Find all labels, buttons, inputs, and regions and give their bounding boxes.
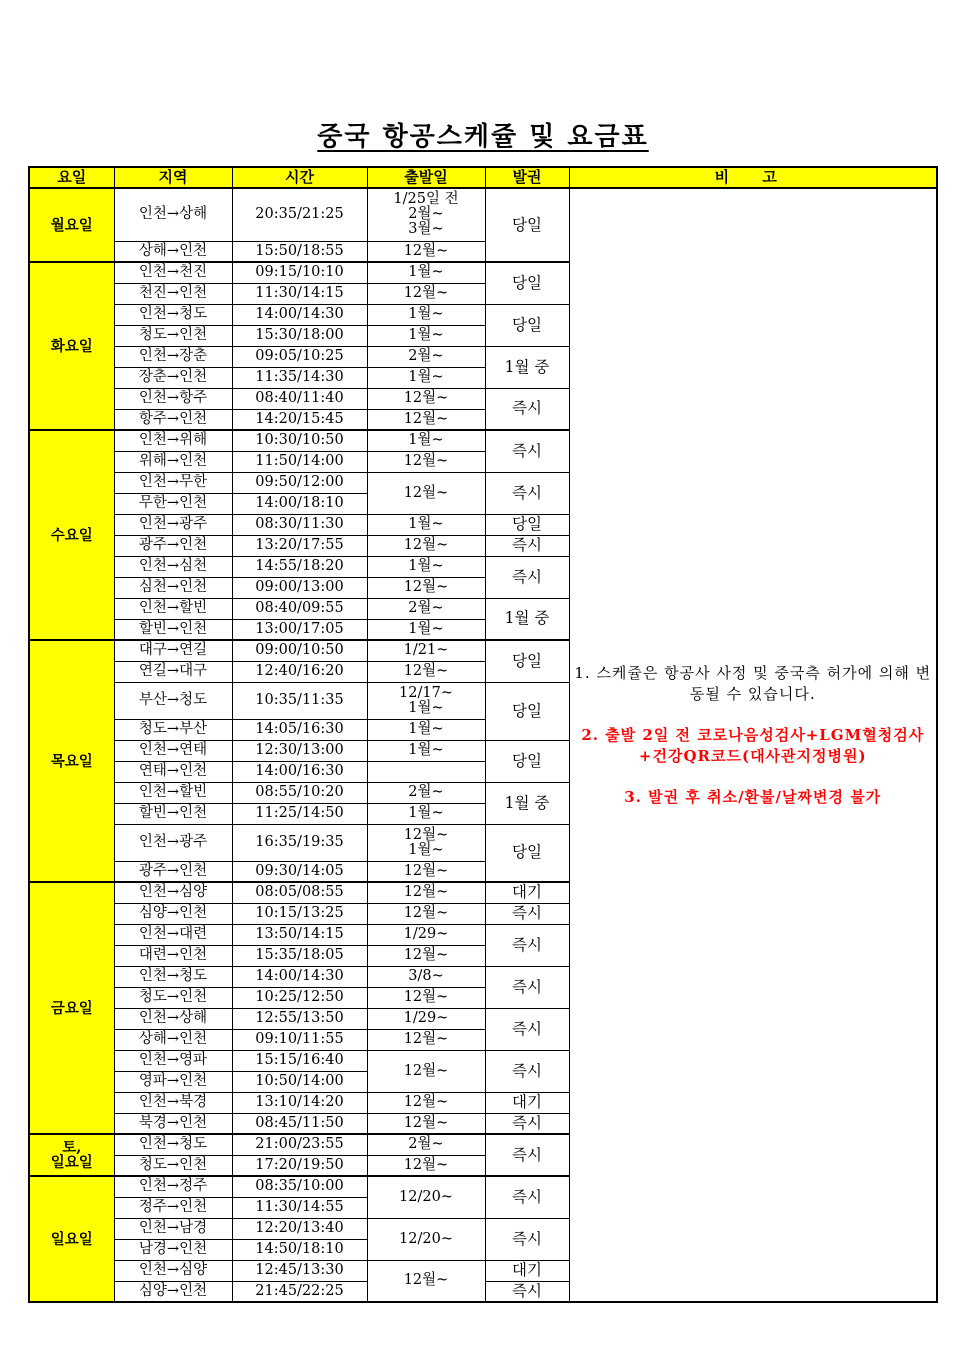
issue-cell: 당일 xyxy=(485,824,569,882)
route-cell: 할빈→인천 xyxy=(114,803,232,824)
route-cell: 상해→인천 xyxy=(114,1029,232,1050)
route-cell: 인천→청도 xyxy=(114,966,232,987)
route-cell: 연태→인천 xyxy=(114,761,232,782)
depart-cell: 12월~ xyxy=(367,241,485,262)
route-cell: 인천→무한 xyxy=(114,472,232,493)
depart-cell: 2월~ xyxy=(367,782,485,803)
issue-cell: 즉시 xyxy=(485,924,569,966)
time-cell: 13:50/14:15 xyxy=(232,924,367,945)
issue-cell: 즉시 xyxy=(485,1134,569,1176)
route-cell: 인천→광주 xyxy=(114,824,232,861)
depart-cell: 12월~ xyxy=(367,1155,485,1176)
header-row xyxy=(29,167,937,188)
header-notes: 비 고 xyxy=(569,167,937,188)
route-cell: 심천→인천 xyxy=(114,577,232,598)
time-cell: 10:15/13:25 xyxy=(232,903,367,924)
route-cell: 인천→청도 xyxy=(114,304,232,325)
depart-cell: 1월~ xyxy=(367,514,485,535)
issue-cell: 당일 xyxy=(485,188,569,262)
depart-cell: 1월~ xyxy=(367,367,485,388)
depart-cell: 12/20~ xyxy=(367,1176,485,1218)
schedule-body xyxy=(29,188,937,1302)
depart-cell: 1/21~ xyxy=(367,640,485,661)
depart-cell: 12월~ xyxy=(367,1050,485,1092)
route-cell: 영파→인천 xyxy=(114,1071,232,1092)
depart-cell: 12월~ xyxy=(367,945,485,966)
time-cell: 10:25/12:50 xyxy=(232,987,367,1008)
issue-cell: 1월 중 xyxy=(485,346,569,388)
issue-cell: 당일 xyxy=(485,740,569,782)
time-cell: 11:30/14:55 xyxy=(232,1197,367,1218)
time-cell: 08:45/11:50 xyxy=(232,1113,367,1134)
time-cell: 08:35/10:00 xyxy=(232,1176,367,1197)
route-cell: 청도→인천 xyxy=(114,987,232,1008)
time-cell: 15:50/18:55 xyxy=(232,241,367,262)
issue-cell: 즉시 xyxy=(485,472,569,514)
header-day: 요일 xyxy=(29,167,114,188)
route-cell: 인천→심양 xyxy=(114,1260,232,1281)
depart-cell: 12월~ xyxy=(367,535,485,556)
time-cell: 21:45/22:25 xyxy=(232,1281,367,1302)
issue-cell: 즉시 xyxy=(485,1218,569,1260)
route-cell: 심양→인천 xyxy=(114,1281,232,1302)
route-cell: 인천→영파 xyxy=(114,1050,232,1071)
time-cell: 14:00/18:10 xyxy=(232,493,367,514)
route-cell: 무한→인천 xyxy=(114,493,232,514)
route-cell: 인천→정주 xyxy=(114,1176,232,1197)
time-cell: 11:25/14:50 xyxy=(232,803,367,824)
page-title: 중국 항공스케쥴 및 요금표 xyxy=(317,122,649,152)
route-cell: 인천→할빈 xyxy=(114,598,232,619)
route-cell: 인천→광주 xyxy=(114,514,232,535)
issue-cell: 당일 xyxy=(485,304,569,346)
issue-cell: 즉시 xyxy=(485,1008,569,1050)
issue-cell: 당일 xyxy=(485,640,569,682)
depart-cell: 12월~ 1월~ xyxy=(367,824,485,861)
depart-cell: 2월~ xyxy=(367,1134,485,1155)
route-cell: 인천→남경 xyxy=(114,1218,232,1239)
issue-cell: 즉시 xyxy=(485,535,569,556)
route-cell: 대련→인천 xyxy=(114,945,232,966)
route-cell: 위해→인천 xyxy=(114,451,232,472)
time-cell: 09:05/10:25 xyxy=(232,346,367,367)
header-depart: 출발일 xyxy=(367,167,485,188)
time-cell: 08:30/11:30 xyxy=(232,514,367,535)
depart-cell: 12월~ xyxy=(367,861,485,882)
time-cell: 08:05/08:55 xyxy=(232,882,367,903)
depart-cell: 12월~ xyxy=(367,409,485,430)
issue-cell: 즉시 xyxy=(485,1176,569,1218)
route-cell: 인천→상해 xyxy=(114,1008,232,1029)
route-cell: 인천→대련 xyxy=(114,924,232,945)
depart-cell: 1/25일 전 2월~ 3월~ xyxy=(367,188,485,241)
time-cell: 21:00/23:55 xyxy=(232,1134,367,1155)
time-cell: 17:20/19:50 xyxy=(232,1155,367,1176)
route-cell: 인천→천진 xyxy=(114,262,232,283)
day-cell: 토, 일요일 xyxy=(29,1134,114,1176)
route-cell: 부산→청도 xyxy=(114,682,232,719)
route-cell: 대구→연길 xyxy=(114,640,232,661)
schedule-row xyxy=(29,188,937,241)
route-cell: 광주→인천 xyxy=(114,861,232,882)
issue-cell: 대기 xyxy=(485,1092,569,1113)
depart-cell: 1월~ xyxy=(367,304,485,325)
route-cell: 인천→위해 xyxy=(114,430,232,451)
time-cell: 14:50/18:10 xyxy=(232,1239,367,1260)
depart-cell: 1월~ xyxy=(367,619,485,640)
time-cell: 12:20/13:40 xyxy=(232,1218,367,1239)
depart-cell: 1월~ xyxy=(367,325,485,346)
depart-cell: 12월~ xyxy=(367,1260,485,1302)
route-cell: 광주→인천 xyxy=(114,535,232,556)
issue-cell: 즉시 xyxy=(485,1050,569,1092)
time-cell: 13:20/17:55 xyxy=(232,535,367,556)
issue-cell: 즉시 xyxy=(485,966,569,1008)
depart-cell: 1월~ xyxy=(367,262,485,283)
issue-cell: 당일 xyxy=(485,262,569,304)
route-cell: 천진→인천 xyxy=(114,283,232,304)
depart-cell: 1월~ xyxy=(367,803,485,824)
depart-cell: 1월~ xyxy=(367,556,485,577)
time-cell: 08:40/09:55 xyxy=(232,598,367,619)
depart-cell xyxy=(367,761,485,782)
depart-cell: 12월~ xyxy=(367,903,485,924)
time-cell: 14:55/18:20 xyxy=(232,556,367,577)
route-cell: 인천→청도 xyxy=(114,1134,232,1155)
time-cell: 11:50/14:00 xyxy=(232,451,367,472)
route-cell: 남경→인천 xyxy=(114,1239,232,1260)
issue-cell: 즉시 xyxy=(485,388,569,430)
depart-cell: 12월~ xyxy=(367,1092,485,1113)
depart-cell: 12/17~ 1월~ xyxy=(367,682,485,719)
issue-cell: 즉시 xyxy=(485,1113,569,1134)
time-cell: 09:15/10:10 xyxy=(232,262,367,283)
time-cell: 09:30/14:05 xyxy=(232,861,367,882)
depart-cell: 1월~ xyxy=(367,740,485,761)
time-cell: 08:40/11:40 xyxy=(232,388,367,409)
note-item: 1. 스케쥴은 항공사 사정 및 중국측 허가에 의해 변동될 수 있습니다. xyxy=(574,663,932,703)
depart-cell: 1/29~ xyxy=(367,924,485,945)
route-cell: 청도→부산 xyxy=(114,719,232,740)
time-cell: 09:00/13:00 xyxy=(232,577,367,598)
day-cell: 일요일 xyxy=(29,1176,114,1302)
route-cell: 북경→인천 xyxy=(114,1113,232,1134)
route-cell: 연길→대구 xyxy=(114,661,232,682)
depart-cell: 12월~ xyxy=(367,987,485,1008)
depart-cell: 12월~ xyxy=(367,882,485,903)
time-cell: 11:30/14:15 xyxy=(232,283,367,304)
issue-cell: 즉시 xyxy=(485,556,569,598)
header-issue: 발권 xyxy=(485,167,569,188)
issue-cell: 대기 xyxy=(485,1260,569,1281)
day-cell: 수요일 xyxy=(29,430,114,640)
route-cell: 장춘→인천 xyxy=(114,367,232,388)
depart-cell: 12/20~ xyxy=(367,1218,485,1260)
depart-cell: 12월~ xyxy=(367,451,485,472)
route-cell: 인천→장춘 xyxy=(114,346,232,367)
day-cell: 금요일 xyxy=(29,882,114,1134)
time-cell: 12:30/13:00 xyxy=(232,740,367,761)
depart-cell: 12월~ xyxy=(367,661,485,682)
depart-cell: 1월~ xyxy=(367,719,485,740)
time-cell: 09:00/10:50 xyxy=(232,640,367,661)
schedule-table xyxy=(28,166,938,1303)
issue-cell: 대기 xyxy=(485,882,569,903)
depart-cell: 12월~ xyxy=(367,472,485,514)
day-cell: 화요일 xyxy=(29,262,114,430)
issue-cell: 당일 xyxy=(485,514,569,535)
time-cell: 10:50/14:00 xyxy=(232,1071,367,1092)
time-cell: 14:00/16:30 xyxy=(232,761,367,782)
time-cell: 14:20/15:45 xyxy=(232,409,367,430)
time-cell: 13:00/17:05 xyxy=(232,619,367,640)
note-item: 3. 발권 후 취소/환불/날짜변경 불가 xyxy=(624,787,882,806)
time-cell: 09:50/12:00 xyxy=(232,472,367,493)
time-cell: 13:10/14:20 xyxy=(232,1092,367,1113)
route-cell: 인천→심양 xyxy=(114,882,232,903)
time-cell: 14:05/16:30 xyxy=(232,719,367,740)
depart-cell: 1/29~ xyxy=(367,1008,485,1029)
issue-cell: 1월 중 xyxy=(485,782,569,824)
route-cell: 항주→인천 xyxy=(114,409,232,430)
time-cell: 12:40/16:20 xyxy=(232,661,367,682)
header-route: 지역 xyxy=(114,167,232,188)
time-cell: 20:35/21:25 xyxy=(232,188,367,241)
route-cell: 청도→인천 xyxy=(114,325,232,346)
depart-cell: 12월~ xyxy=(367,388,485,409)
time-cell: 14:00/14:30 xyxy=(232,304,367,325)
depart-cell: 12월~ xyxy=(367,283,485,304)
depart-cell: 12월~ xyxy=(367,1113,485,1134)
depart-cell: 2월~ xyxy=(367,346,485,367)
depart-cell: 12월~ xyxy=(367,1029,485,1050)
route-cell: 인천→상해 xyxy=(114,188,232,241)
depart-cell: 3/8~ xyxy=(367,966,485,987)
header-time: 시간 xyxy=(232,167,367,188)
issue-cell: 즉시 xyxy=(485,903,569,924)
time-cell: 15:35/18:05 xyxy=(232,945,367,966)
route-cell: 인천→심천 xyxy=(114,556,232,577)
issue-cell: 당일 xyxy=(485,682,569,740)
day-cell: 월요일 xyxy=(29,188,114,262)
time-cell: 12:55/13:50 xyxy=(232,1008,367,1029)
time-cell: 09:10/11:55 xyxy=(232,1029,367,1050)
day-cell: 목요일 xyxy=(29,640,114,882)
route-cell: 인천→북경 xyxy=(114,1092,232,1113)
notes-cell xyxy=(569,188,937,1302)
route-cell: 상해→인천 xyxy=(114,241,232,262)
depart-cell: 12월~ xyxy=(367,577,485,598)
route-cell: 인천→할빈 xyxy=(114,782,232,803)
time-cell: 08:55/10:20 xyxy=(232,782,367,803)
route-cell: 청도→인천 xyxy=(114,1155,232,1176)
time-cell: 15:15/16:40 xyxy=(232,1050,367,1071)
route-cell: 정주→인천 xyxy=(114,1197,232,1218)
depart-cell: 1월~ xyxy=(367,430,485,451)
time-cell: 12:45/13:30 xyxy=(232,1260,367,1281)
time-cell: 16:35/19:35 xyxy=(232,824,367,861)
issue-cell: 즉시 xyxy=(485,430,569,472)
route-cell: 심양→인천 xyxy=(114,903,232,924)
route-cell: 할빈→인천 xyxy=(114,619,232,640)
time-cell: 15:30/18:00 xyxy=(232,325,367,346)
time-cell: 10:35/11:35 xyxy=(232,682,367,719)
note-item: 2. 출발 2일 전 코로나음성검사+LGM혈청검사+건강QR코드(대사관지정병원) xyxy=(581,725,925,765)
time-cell: 11:35/14:30 xyxy=(232,367,367,388)
depart-cell: 2월~ xyxy=(367,598,485,619)
route-cell: 인천→항주 xyxy=(114,388,232,409)
time-cell: 10:30/10:50 xyxy=(232,430,367,451)
issue-cell: 즉시 xyxy=(485,1281,569,1302)
route-cell: 인천→연태 xyxy=(114,740,232,761)
issue-cell: 1월 중 xyxy=(485,598,569,640)
time-cell: 14:00/14:30 xyxy=(232,966,367,987)
